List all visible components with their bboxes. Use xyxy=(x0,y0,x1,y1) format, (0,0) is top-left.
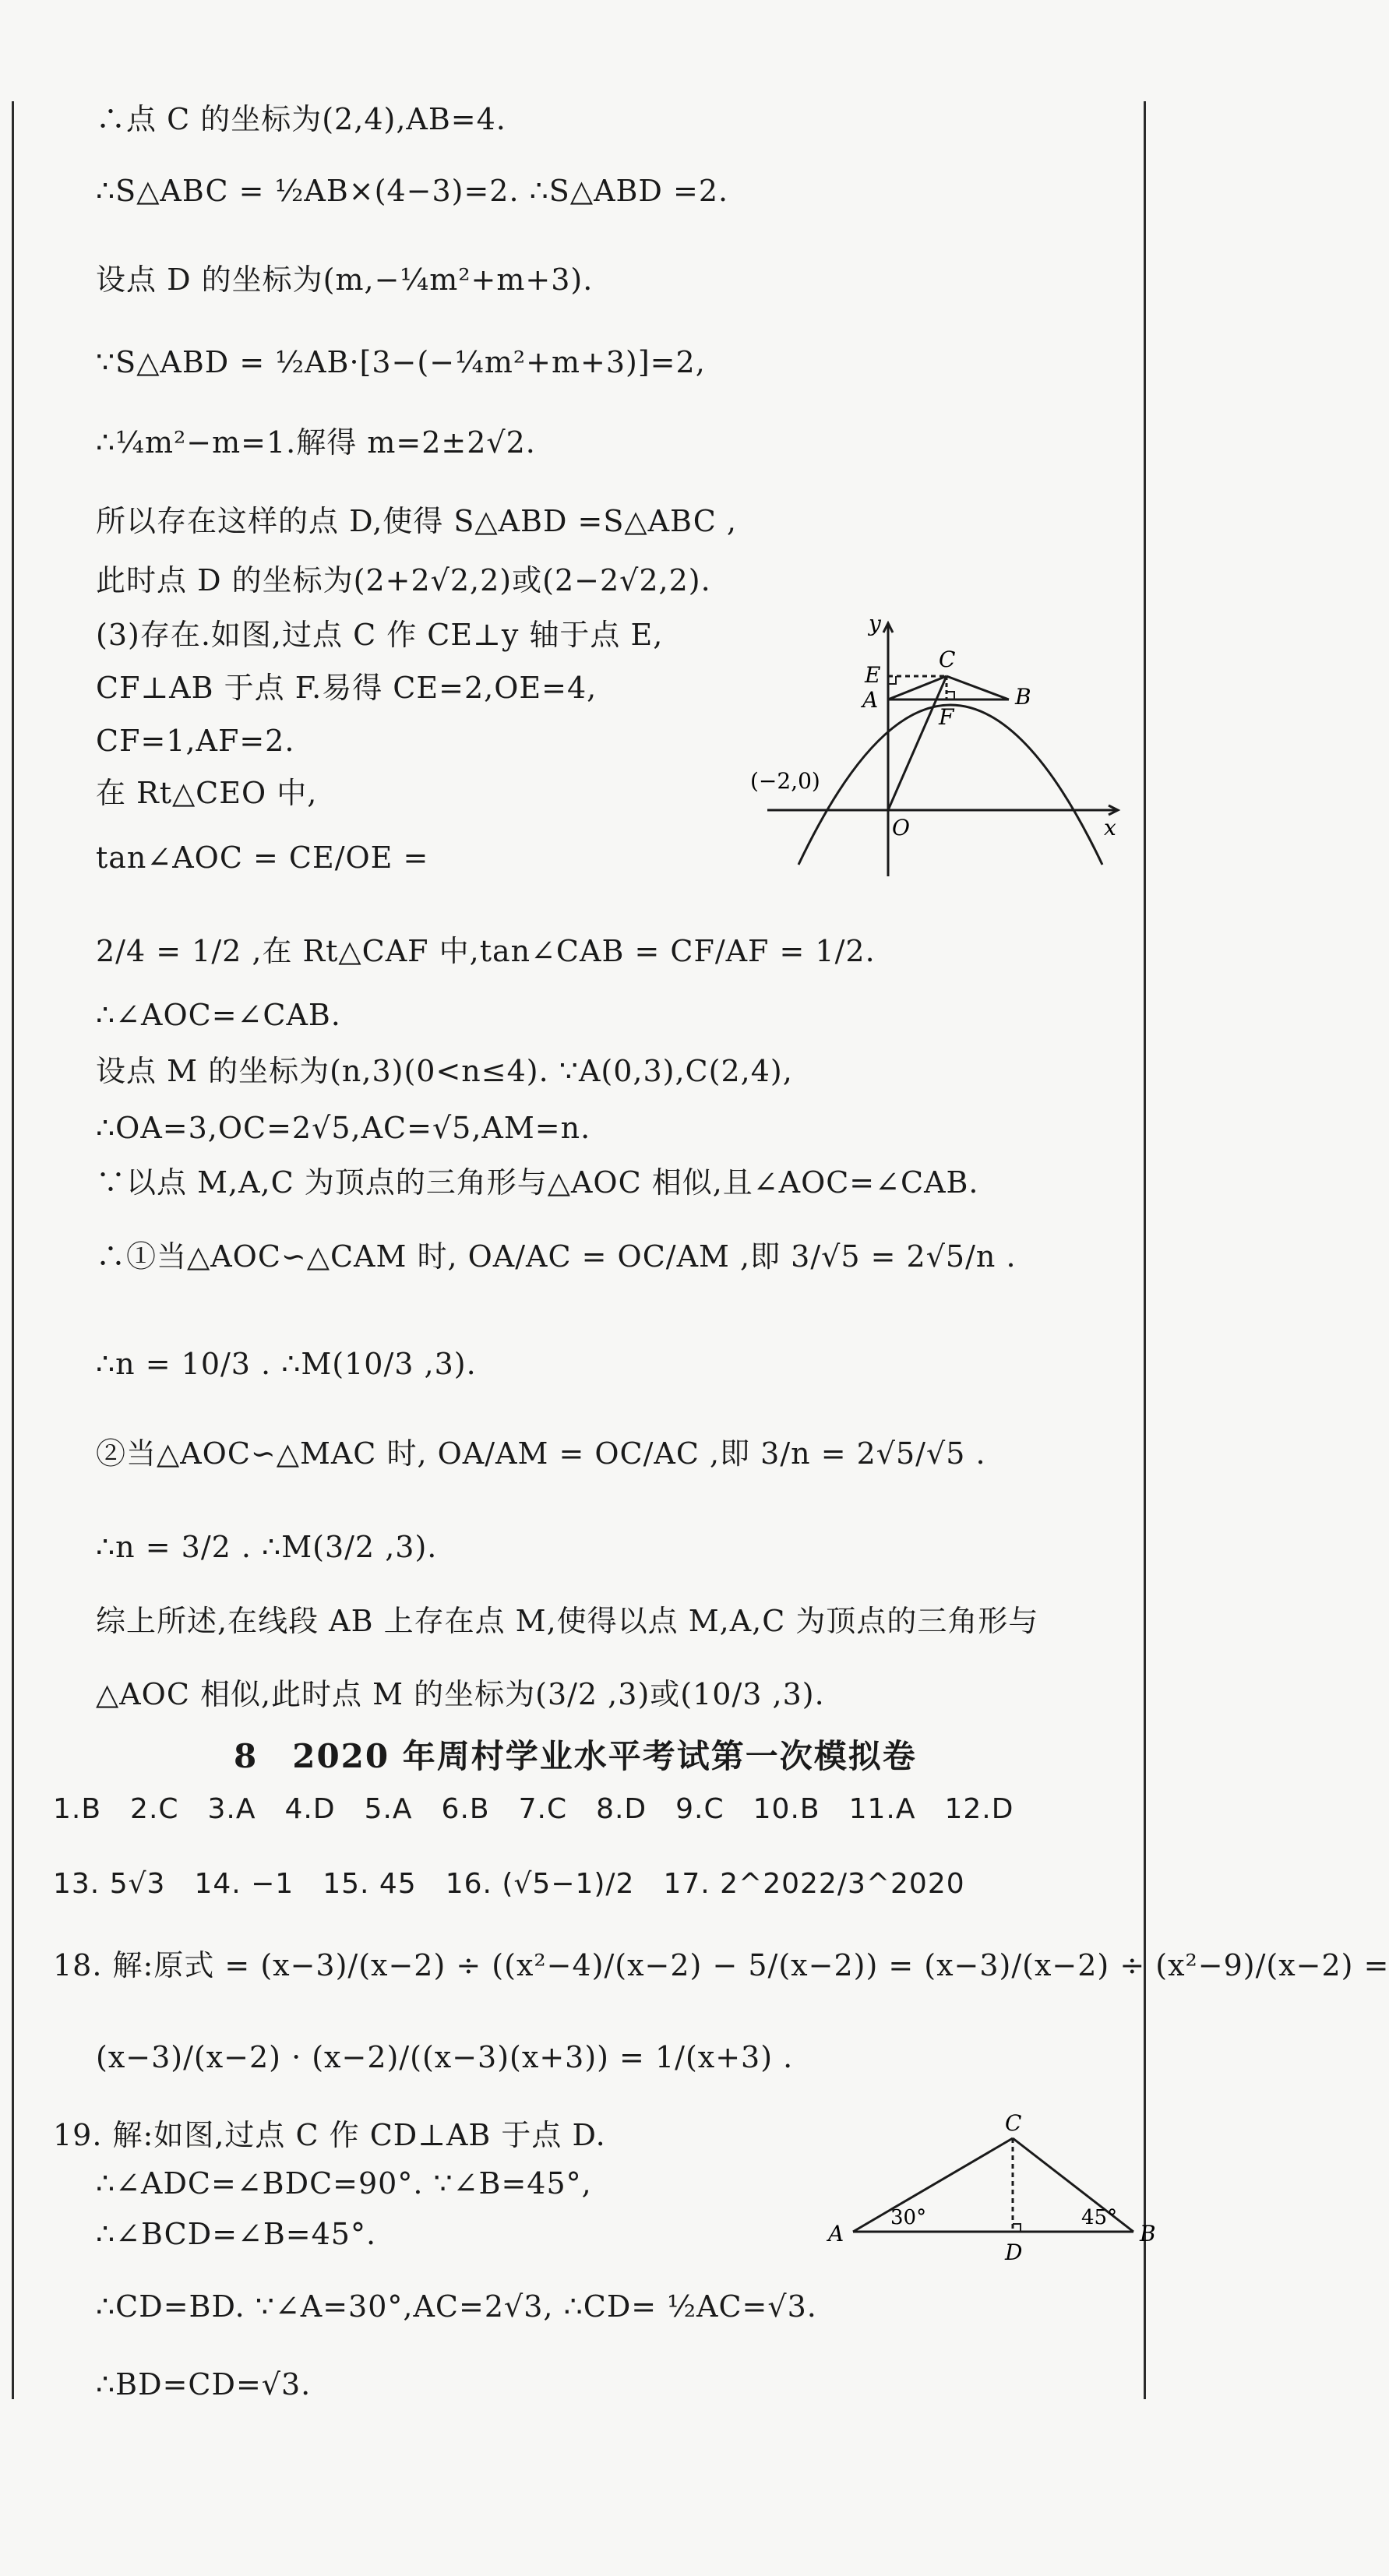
label-a: A xyxy=(828,2221,844,2247)
section-title: 8 2020 年周村学业水平考试第一次模拟卷 xyxy=(234,1737,917,1775)
label-b: B xyxy=(1015,684,1031,710)
triangle-figure xyxy=(822,2107,1156,2286)
segment-ac xyxy=(853,2138,1013,2232)
right-margin-line xyxy=(1144,101,1146,2399)
segment-bc xyxy=(947,676,1009,700)
solution-line: ②当△AOC∽△MAC 时, OA/AM = OC/AC ,即 3/n = 2√5/√5 . xyxy=(96,1436,986,1471)
label-c: C xyxy=(1005,2110,1022,2136)
solution-line: 综上所述,在线段 AB 上存在点 M,使得以点 M,A,C 为顶点的三角形与 xyxy=(96,1604,1039,1638)
solution-line: 设点 M 的坐标为(n,3)(0<n≤4). ∵A(0,3),C(2,4), xyxy=(96,1054,793,1088)
label-b: B xyxy=(1140,2221,1156,2247)
label-o: O xyxy=(892,815,910,840)
q19-line: ∴∠ADC=∠BDC=90°. ∵∠B=45°, xyxy=(96,2166,592,2201)
parabola-figure xyxy=(752,608,1126,888)
label-point: (−2,0) xyxy=(750,768,820,794)
solution-line: ∴¼m²−m=1.解得 m=2±2√2. xyxy=(96,425,536,460)
solution-line: 设点 D 的坐标为(m,−¼m²+m+3). xyxy=(96,263,594,297)
label-y: y xyxy=(869,611,881,636)
q18-line: 18. 解:原式 = (x−3)/(x−2) ÷ ((x²−4)/(x−2) − 5/(x−2)) = (x−3)/(x−2) ÷ (x²−9)/(x−2) = xyxy=(53,1948,1389,1982)
solution-line: ∵以点 M,A,C 为顶点的三角形与△AOC 相似,且∠AOC=∠CAB. xyxy=(96,1165,979,1200)
angle-30-label: 30° xyxy=(890,2206,927,2229)
solution-line: 此时点 D 的坐标为(2+2√2,2)或(2−2√2,2). xyxy=(96,563,711,597)
choice-answers: 1.B 2.C 3.A 4.D 5.A 6.B 7.C 8.D 9.C 10.B 11.A 12.D xyxy=(53,1793,1014,1825)
solution-line: CF=1,AF=2. xyxy=(96,724,295,758)
label-d: D xyxy=(1005,2239,1023,2265)
solution-line: ∴∠AOC=∠CAB. xyxy=(96,998,341,1032)
solution-line: ∴①当△AOC∽△CAM 时, OA/AC = OC/AM ,即 3/√5 = 2√5/n . xyxy=(96,1239,1017,1274)
q19-line: ∴CD=BD. ∵∠A=30°,AC=2√3, ∴CD= ½AC=√3. xyxy=(96,2289,817,2324)
solution-line: ∴S△ABC = ½AB×(4−3)=2. ∴S△ABD =2. xyxy=(96,174,729,208)
label-x: x xyxy=(1104,815,1116,840)
solution-line: 在 Rt△CEO 中, xyxy=(96,776,318,810)
label-e: E xyxy=(865,662,881,688)
solution-line: 2/4 = 1/2 ,在 Rt△CAF 中,tan∠CAB = CF/AF = 1/2. xyxy=(96,934,876,968)
solution-line: (3)存在.如图,过点 C 作 CE⊥y 轴于点 E, xyxy=(96,618,664,652)
solution-line: tan∠AOC = CE/OE = xyxy=(96,840,429,875)
q18-line: (x−3)/(x−2) · (x−2)/((x−3)(x+3)) = 1/(x+3) . xyxy=(96,2040,794,2074)
label-a: A xyxy=(862,687,879,713)
q19-line: ∴BD=CD=√3. xyxy=(96,2367,312,2402)
q19-line: ∴∠BCD=∠B=45°. xyxy=(96,2217,377,2251)
angle-45-label: 45° xyxy=(1081,2206,1118,2229)
solution-line: ∵S△ABD = ½AB·[3−(−¼m²+m+3)]=2, xyxy=(96,345,706,379)
left-margin-line xyxy=(12,101,14,2399)
fill-answers: 13. 5√3 14. −1 15. 45 16. (√5−1)/2 17. 2^2022/3^2020 xyxy=(53,1868,965,1900)
solution-line: ∴n = 3/2 . ∴M(3/2 ,3). xyxy=(96,1530,438,1564)
solution-line: ∴OA=3,OC=2√5,AC=√5,AM=n. xyxy=(96,1111,591,1145)
label-f: F xyxy=(939,704,954,730)
solution-line: CF⊥AB 于点 F.易得 CE=2,OE=4, xyxy=(96,671,598,705)
q19-line: 19. 解:如图,过点 C 作 CD⊥AB 于点 D. xyxy=(53,2118,606,2152)
solution-line: ∴点 C 的坐标为(2,4),AB=4. xyxy=(96,102,506,136)
solution-line: ∴n = 10/3 . ∴M(10/3 ,3). xyxy=(96,1347,477,1381)
solution-line: 所以存在这样的点 D,使得 S△ABD =S△ABC , xyxy=(96,504,737,538)
label-c: C xyxy=(939,647,956,672)
solution-line: △AOC 相似,此时点 M 的坐标为(3/2 ,3)或(10/3 ,3). xyxy=(96,1677,825,1711)
